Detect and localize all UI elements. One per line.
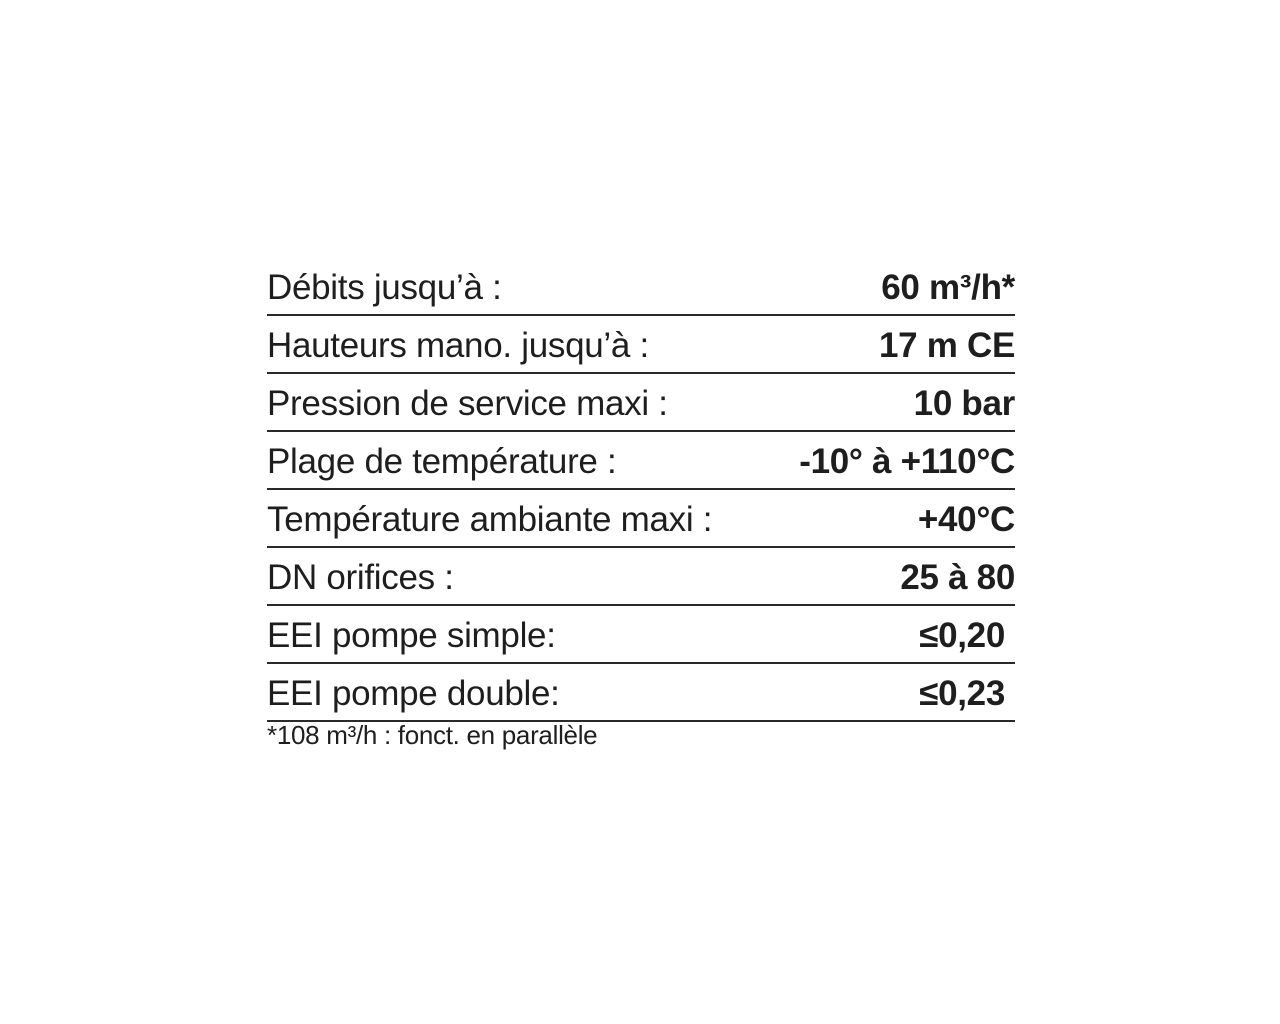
spec-value: ≤0,23 <box>919 674 1005 713</box>
spec-value: 17 m CE <box>878 326 1015 365</box>
spec-value: 25 à 80 <box>900 558 1015 597</box>
spec-label: DN orifices : <box>267 558 454 597</box>
spec-label: Hauteurs mano. jusqu’à : <box>267 326 649 365</box>
footnote: *108 m³/h : fonct. en parallèle <box>267 720 598 750</box>
spec-value: -10° à +110°C <box>799 442 1015 481</box>
spec-row-ambient-temperature <box>267 490 1015 548</box>
spec-value: 10 bar <box>913 384 1015 423</box>
spec-value: +40°C <box>917 500 1015 539</box>
spec-label: Plage de température : <box>267 442 617 481</box>
spec-value: 60 m³/h* <box>881 268 1015 307</box>
spec-row-eei-double <box>267 664 1015 722</box>
spec-label: Température ambiante maxi : <box>267 500 713 539</box>
spec-row-flow <box>267 258 1015 316</box>
spec-value: ≤0,20 <box>919 616 1005 655</box>
spec-label: Débits jusqu’à : <box>267 268 502 307</box>
spec-label: EEI pompe double: <box>267 674 560 713</box>
spec-row-eei-single <box>267 606 1015 664</box>
spec-row-pressure <box>267 374 1015 432</box>
spec-row-head <box>267 316 1015 374</box>
spec-row-temperature-range <box>267 432 1015 490</box>
spec-label: EEI pompe simple: <box>267 616 556 655</box>
spec-row-dn-ports <box>267 548 1015 606</box>
spec-label: Pression de service maxi : <box>267 384 668 423</box>
spec-table <box>267 258 1015 751</box>
